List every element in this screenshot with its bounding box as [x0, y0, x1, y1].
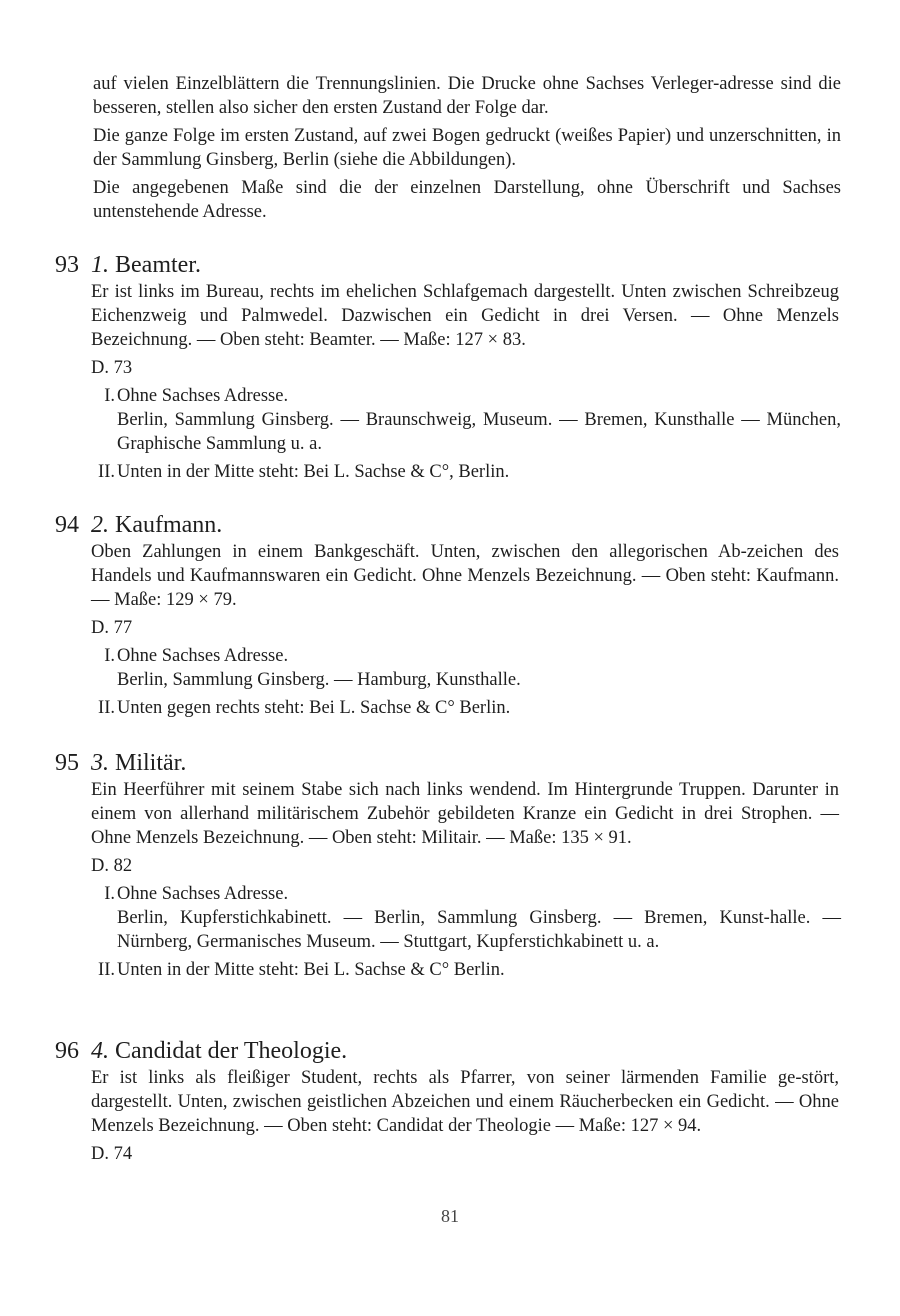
entry-title	[91, 748, 186, 778]
entry-title-text: Candidat der Theologie.	[115, 1038, 348, 1064]
intro-paragraph: Die ganze Folge im ersten Zustand, auf zwei Bogen gedruckt (weißes Papier) und unzerschnitten, in der Sammlung Ginsberg, Berlin (siehe die Abbildungen).	[93, 126, 841, 170]
entry-number: 94	[55, 512, 79, 538]
state-label: II.	[98, 698, 115, 718]
intro-paragraph: auf vielen Einzelblättern die Trennungslinien. Die Drucke ohne Sachses Verleger-adresse sind die besseren, stellen also sicher den ersten Zustand der Folge dar.	[93, 74, 841, 118]
entry-ordinal: 4.	[91, 1038, 109, 1064]
catalog-entry-93	[0, 250, 900, 488]
state-text: Ohne Sachses Adresse. Berlin, Kupferstichkabinett. — Berlin, Sammlung Ginsberg. — Bremen, Kunst-halle. — Nürnberg, Germanisches Museum. — Stuttgart, Kupferstichkabinett u. a.	[117, 884, 841, 952]
state-text: Ohne Sachses Adresse. Berlin, Sammlung Ginsberg. — Hamburg, Kunsthalle.	[117, 646, 521, 690]
state-item	[91, 384, 841, 456]
entry-title	[91, 510, 222, 540]
entry-ordinal: 2.	[91, 512, 109, 538]
entry-description: Oben Zahlungen in einem Bankgeschäft. Unten, zwischen den allegorischen Ab-zeichen des Handels und Kaufmannswaren ein Gedicht. Ohne Menzels Bezeichnung. — Oben steht: Kaufmann. — Maße: 129 × 79.	[91, 542, 839, 610]
state-text: Unten in der Mitte steht: Bei L. Sachse & C°, Berlin.	[117, 462, 510, 482]
entry-description: Er ist links im Bureau, rechts im ehelichen Schlafgemach dargestellt. Unten zwischen Schreibzeug Eichenzweig und Palmwedel. Dazwischen ein Gedicht in drei Versen. — Ohne Menzels Bezeichnung. — Oben steht: Beamter. — Maße: 127 × 83.	[91, 282, 839, 350]
intro-section	[93, 72, 841, 228]
page-number: 81	[441, 1206, 459, 1226]
entry-title	[91, 1036, 347, 1066]
state-text: Unten in der Mitte steht: Bei L. Sachse & C° Berlin.	[117, 960, 505, 980]
entry-title-text: Kaufmann.	[115, 512, 223, 538]
state-item	[91, 460, 841, 484]
entry-reference: D. 77	[91, 618, 133, 638]
catalog-entry-94	[0, 510, 900, 724]
entry-title	[91, 250, 201, 280]
entry-heading	[0, 250, 900, 280]
state-label: I.	[104, 386, 115, 406]
intro-paragraph: Die angegebenen Maße sind die der einzelnen Darstellung, ohne Überschrift und Sachses untenstehende Adresse.	[93, 178, 841, 222]
entry-number: 93	[55, 252, 79, 278]
entry-title-text: Militär.	[115, 750, 187, 776]
state-label: II.	[98, 462, 115, 482]
catalog-entry-95	[0, 748, 900, 986]
entry-reference: D. 82	[91, 856, 133, 876]
entry-reference: D. 74	[91, 1144, 133, 1164]
entry-title-text: Beamter.	[115, 252, 201, 278]
state-label: I.	[104, 646, 115, 666]
entry-heading	[0, 1036, 900, 1066]
entry-heading	[0, 510, 900, 540]
state-item	[91, 882, 841, 954]
entry-description: Er ist links als fleißiger Student, rechts als Pfarrer, von seiner lärmenden Familie ge-stört, dargestellt. Unten, zwischen geistlichen Abzeichen und einem Räucherbecken ein Gedicht. — Ohne Menzels Bezeichnung. — Oben steht: Candidat der Theologie — Maße: 127 × 94.	[91, 1068, 839, 1136]
entry-number: 96	[55, 1038, 79, 1064]
entry-description: Ein Heerführer mit seinem Stabe sich nach links wendend. Im Hintergrunde Truppen. Darunter in einem von allerhand militärischem Zubehör gebildeten Kranze ein Gedicht in drei Strophen. — Ohne Menzels Bezeichnung. — Oben steht: Militair. — Maße: 135 × 91.	[91, 780, 839, 848]
state-item	[91, 696, 841, 720]
entry-ordinal: 1.	[91, 252, 109, 278]
entry-number: 95	[55, 750, 79, 776]
state-label: I.	[104, 884, 115, 904]
state-label: II.	[98, 960, 115, 980]
state-text: Ohne Sachses Adresse. Berlin, Sammlung Ginsberg. — Braunschweig, Museum. — Bremen, Kunsthalle — München, Graphische Sammlung u. a.	[117, 386, 841, 454]
state-text: Unten gegen rechts steht: Bei L. Sachse & C° Berlin.	[117, 698, 511, 718]
entry-heading	[0, 748, 900, 778]
state-item	[91, 958, 841, 982]
catalog-entry-96	[0, 1036, 900, 1170]
entry-ordinal: 3.	[91, 750, 109, 776]
entry-reference: D. 73	[91, 358, 133, 378]
state-item	[91, 644, 841, 692]
